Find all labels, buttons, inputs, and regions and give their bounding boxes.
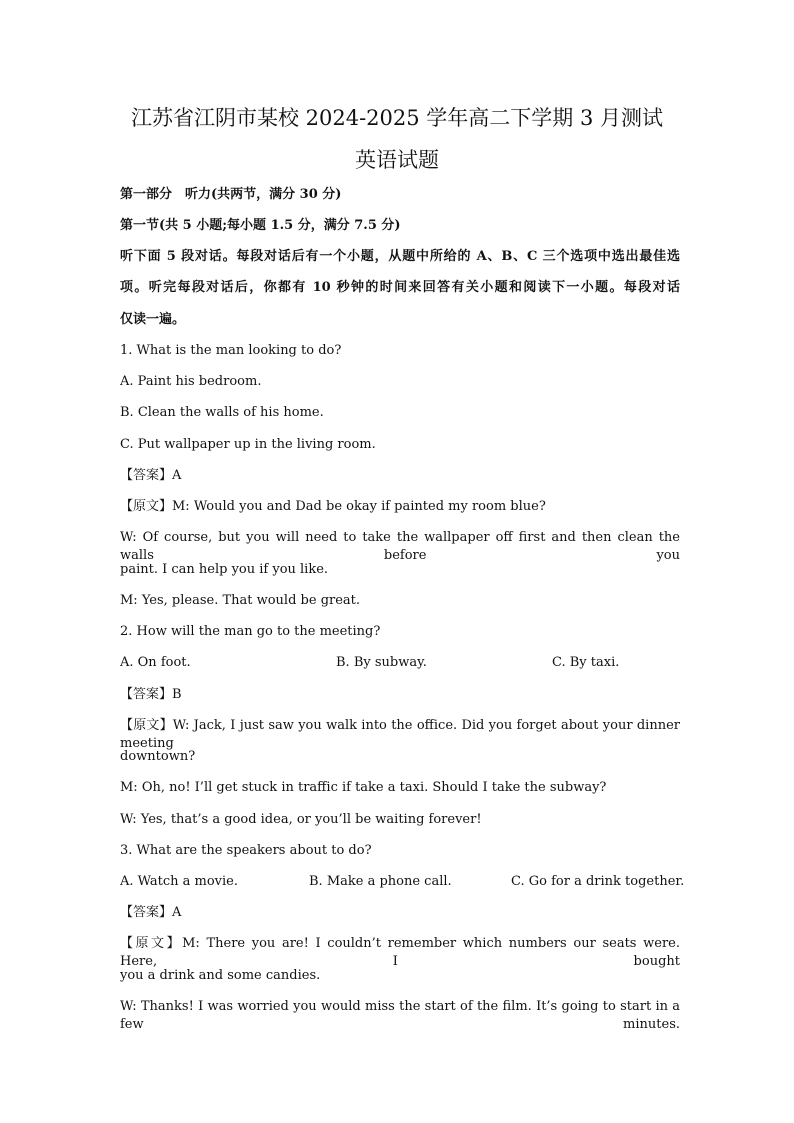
question-3-transcript-line-2: you a drink and some candies. bbox=[120, 968, 321, 983]
question-2-transcript-line-3: M: Oh, no! I’ll get stuck in traffic if take a taxi. Should I take the subway? bbox=[120, 780, 607, 795]
question-1-option-a: A. Paint his bedroom. bbox=[120, 374, 262, 389]
question-1-option-b: B. Clean the walls of his home. bbox=[120, 405, 324, 420]
question-1-transcript-line-3: paint. I can help you if you like. bbox=[120, 562, 329, 577]
instructions-line-3: 仅读一遍。 bbox=[120, 312, 186, 327]
question-2-transcript-line-1: 【原文】W: Jack, I just saw you walk into the office. Did you forget about your dinner meeting bbox=[120, 718, 680, 751]
question-2-option-b: B. By subway. bbox=[336, 655, 427, 670]
question-1: 1. What is the man looking to do? bbox=[120, 343, 342, 358]
part-heading: 第一部分 听力(共两节，满分 30 分) bbox=[120, 187, 342, 202]
document-title: 江苏省江阴市某校 2024-2025 学年高二下学期 3 月测试 bbox=[130, 106, 664, 130]
question-3-answer: 【答案】A bbox=[120, 905, 182, 920]
document-subtitle: 英语试题 bbox=[355, 148, 439, 172]
question-3-transcript-line-1: 【原文】M: There you are! I couldn’t remember which numbers our seats were. Here, I bought bbox=[120, 936, 680, 969]
question-2-answer: 【答案】B bbox=[120, 687, 182, 702]
question-2-option-c: C. By taxi. bbox=[552, 655, 620, 670]
question-1-transcript-line-4: M: Yes, please. That would be great. bbox=[120, 593, 361, 608]
instructions-line-2: 项。听完每段对话后，你都有 10 秒钟的时间来回答有关小题和阅读下一小题。每段对话 bbox=[120, 280, 680, 295]
question-1-transcript-line-2: W: Of course, but you will need to take the wallpaper off first and then clean the walls before you bbox=[120, 530, 680, 563]
question-3-options bbox=[120, 873, 685, 891]
question-3-transcript-line-3: W: Thanks! I was worried you would miss the start of the film. It’s going to start in a few minutes. bbox=[120, 999, 680, 1032]
section-heading: 第一节(共 5 小题;每小题 1.5 分，满分 7.5 分) bbox=[120, 218, 401, 233]
question-2: 2. How will the man go to the meeting? bbox=[120, 624, 381, 639]
question-3: 3. What are the speakers about to do? bbox=[120, 843, 372, 858]
question-3-option-a: A. Watch a movie. bbox=[120, 874, 239, 889]
question-1-answer: 【答案】A bbox=[120, 468, 182, 483]
question-3-option-b: B. Make a phone call. bbox=[309, 874, 452, 889]
question-2-options bbox=[120, 654, 680, 672]
instructions-line-1: 听下面 5 段对话。每段对话后有一个小题，从题中所给的 A、B、C 三个选项中选出最佳选 bbox=[120, 249, 680, 264]
question-2-transcript-line-2: downtown? bbox=[120, 749, 196, 764]
question-2-option-a: A. On foot. bbox=[120, 655, 191, 670]
question-1-transcript-line-1: 【原文】M: Would you and Dad be okay if painted my room blue? bbox=[120, 499, 546, 514]
question-2-transcript-line-4: W: Yes, that’s a good idea, or you’ll be waiting forever! bbox=[120, 812, 482, 827]
question-1-option-c: C. Put wallpaper up in the living room. bbox=[120, 437, 376, 452]
question-3-option-c: C. Go for a drink together. bbox=[511, 874, 685, 889]
